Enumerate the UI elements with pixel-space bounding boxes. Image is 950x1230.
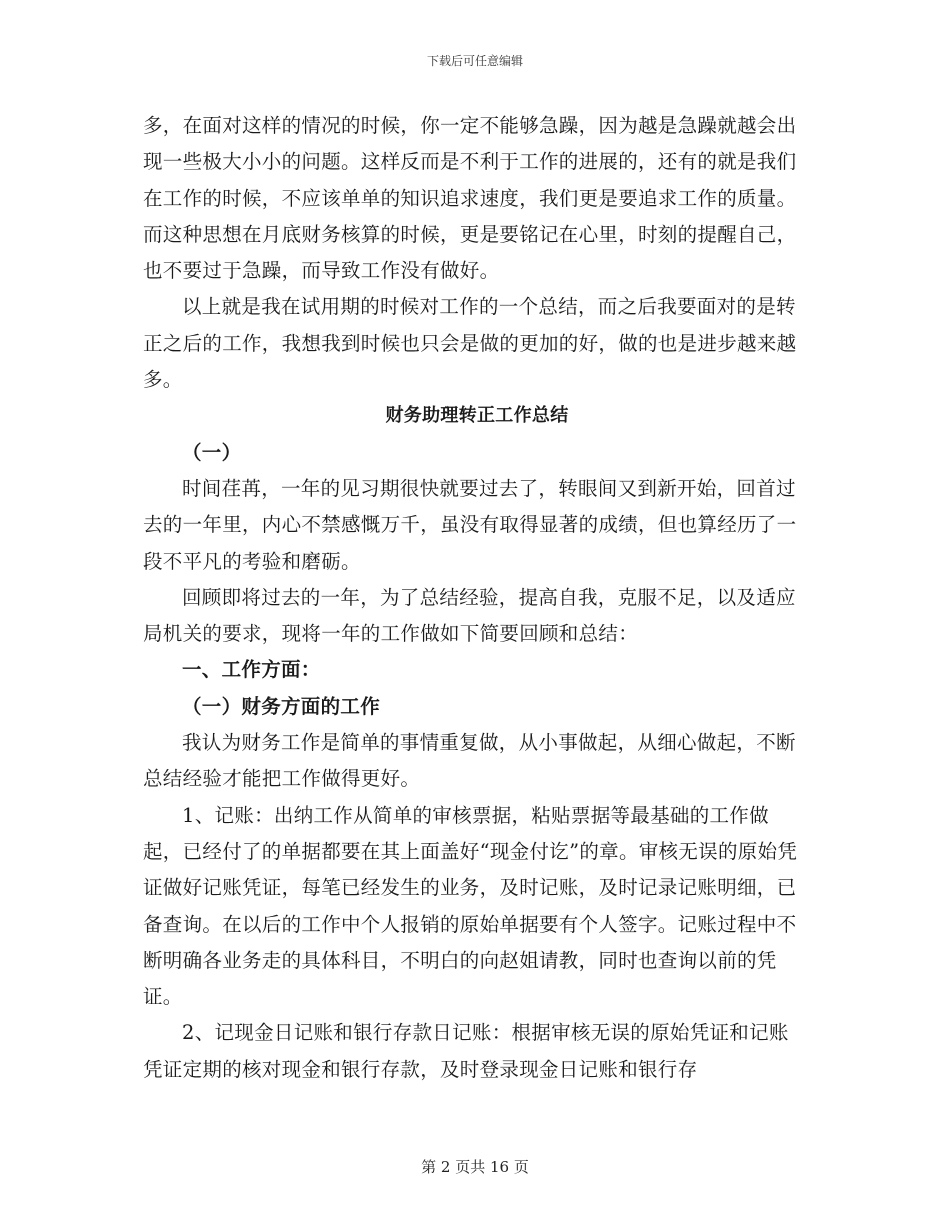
paragraph-intro: 时间荏苒，一年的见习期很快就要过去了，转眼间又到新开始，回首过去的一年里，内心不禁感慨万千，虽没有取得显著的成绩，但也算经历了一段不平凡的考验和磨砺。 — [143, 476, 797, 573]
page-header: 下载后可任意编辑 — [426, 54, 523, 68]
section-number: （一） — [182, 440, 242, 464]
section-title: 财务助理转正工作总结 — [385, 405, 569, 427]
heading-work-aspect: 一、工作方面： — [182, 658, 321, 682]
document-body — [143, 108, 805, 1088]
subheading-finance-work: （一）财务方面的工作 — [182, 694, 381, 718]
paragraph-cash-journal: 2、记现金日记账和银行存款日记账：根据审核无误的原始凭证和记账凭证定期的核对现金和银行存款，及时登录现金日记账和银行存 — [143, 1021, 789, 1081]
paragraph-finance-view: 我认为财务工作是简单的事情重复做，从小事做起，从细心做起，不断总结经验才能把工作做得更好。 — [143, 731, 796, 791]
paragraph-bookkeeping: 1、记账：出纳工作从简单的审核票据，粘贴票据等最基础的工作做起，已经付了的单据都要在其上面盖好“现金付讫”的章。审核无误的原始凭证做好记账凭证，每笔已经发生的业务，及时记账，及时记录记账明细，已备查询。在以后的工作中个人报销的原始单据要有个人签字。记账过程中不断明确各业务走的具体科目，不明白的向赵姐请教，同时也查询以前的凭证。 — [143, 803, 798, 1009]
paragraph-review: 回顾即将过去的一年，为了总结经验，提高自我，克服不足，以及适应局机关的要求，现将一年的工作做如下简要回顾和总结： — [143, 585, 796, 646]
paragraph-summary: 以上就是我在试用期的时候对工作的一个总结，而之后我要面对的是转正之后的工作，我想我到时候也只会是做的更加的好，做的也是进步越来越多。 — [143, 295, 797, 392]
paragraph-continuation: 多，在面对这样的情况的时候，你一定不能够急躁，因为越是急躁就越会出现一些极大小小的问题。这样反而是不利于工作的进展的，还有的就是我们在工作的时候，不应该单单的知识追求速度，我们更是要追求工作的质量。而这种思想在月底财务核算的时候，更是要铭记在心里，时刻的提醒自己，也不要过于急躁，而导致工作没有做好。 — [143, 114, 797, 283]
page-footer: 第 2 页共 16 页 — [421, 1158, 529, 1176]
